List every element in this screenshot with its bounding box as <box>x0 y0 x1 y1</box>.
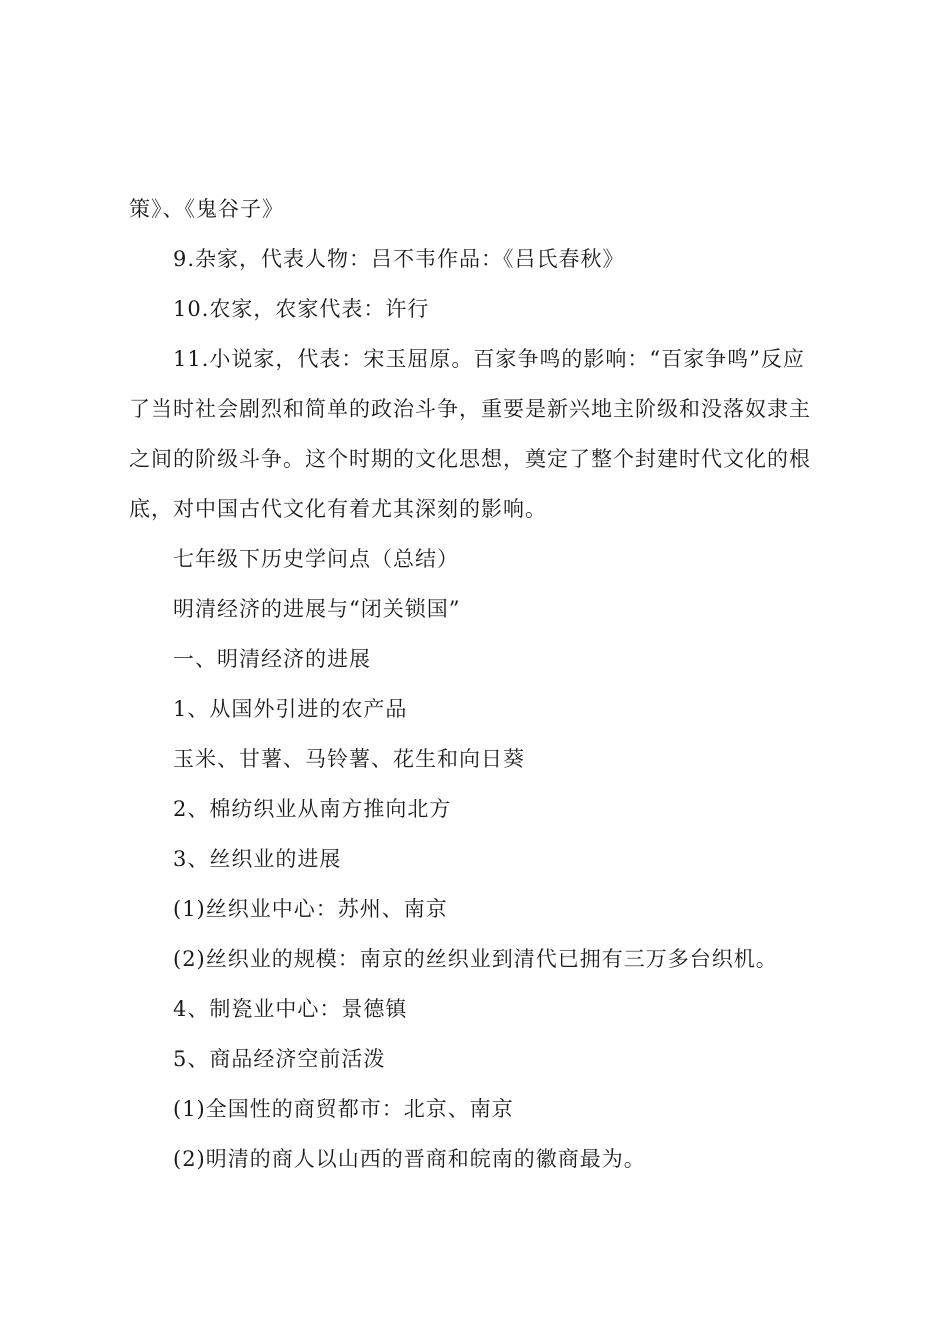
list-item: (1)全国性的商贸都市：北京、南京 <box>173 1097 514 1121</box>
paragraph-item-11 <box>129 334 834 534</box>
list-item: (2)明清的商人以山西的晋商和皖南的徽商最为。 <box>173 1147 646 1171</box>
list-item: 5、商品经济空前活泼 <box>173 1047 386 1071</box>
section-subtitle: 明清经济的进展与“闭关锁国” <box>173 597 461 621</box>
paragraph-line: 了当时社会剧烈和简单的政治斗争，重要是新兴地主阶级和没落奴隶主 <box>129 397 811 421</box>
list-item: 2、棉纺织业从南方推向北方 <box>173 797 452 821</box>
heading-1: 一、明清经济的进展 <box>173 647 371 671</box>
list-item: 玉米、甘薯、马铃薯、花生和向日葵 <box>173 747 525 771</box>
list-item: 1、从国外引进的农产品 <box>173 697 408 721</box>
paragraph-line: 底，对中国古代文化有着尤其深刻的影响。 <box>129 497 547 521</box>
text-line-item-9: 9.杂家，代表人物：吕不韦作品：《吕氏春秋》 <box>173 247 625 271</box>
paragraph-line: 11.小说家，代表：宋玉屈原。百家争鸣的影响：“百家争鸣”反应 <box>173 347 805 371</box>
document-body <box>129 184 834 1184</box>
text-line-continuation: 策》、《鬼谷子》 <box>129 197 284 221</box>
text-line-item-10: 10.农家，农家代表：许行 <box>173 297 430 321</box>
list-item: (1)丝织业中心：苏州、南京 <box>173 897 448 921</box>
list-item: 3、丝织业的进展 <box>173 847 342 871</box>
list-item: 4、制瓷业中心：景德镇 <box>173 997 408 1021</box>
list-item: (2)丝织业的规模：南京的丝织业到清代已拥有三万多台织机。 <box>173 947 778 971</box>
paragraph-line: 之间的阶级斗争。这个时期的文化思想，奠定了整个封建时代文化的根 <box>129 447 811 471</box>
section-title: 七年级下历史学问点（总结） <box>173 547 459 571</box>
